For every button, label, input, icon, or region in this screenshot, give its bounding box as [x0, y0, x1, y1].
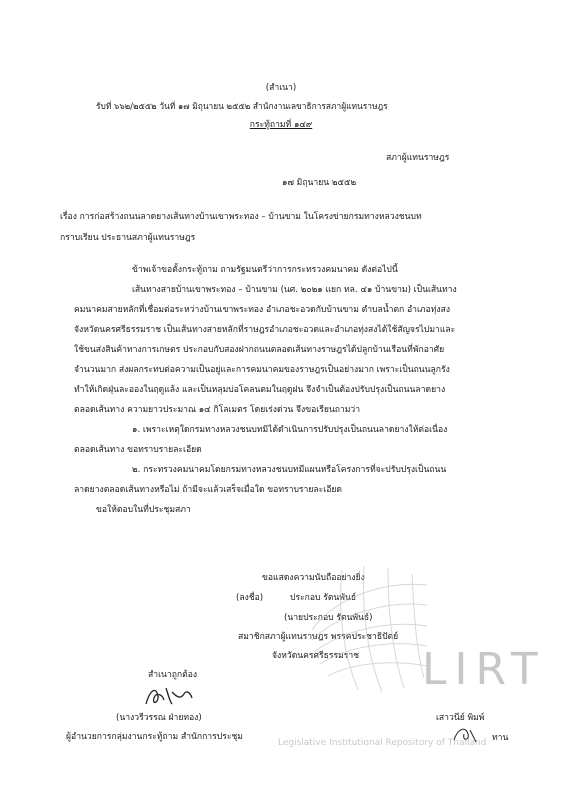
copy-mark: (สำเนา) [265, 83, 297, 93]
typist-name: เสาวนีย์ พิมพ์ [436, 713, 485, 723]
signed-name: ประกอบ รัตนพันธ์ [290, 593, 357, 603]
paragraph-line: ทำให้เกิดฝุ่นละอองในฤดูแล้ง และเป็นหลุมบ่อโคลนตมในฤดูฝน จึงจำเป็นต้องปรับปรุงเป็นถนนลาดยาง [74, 385, 446, 395]
watermark [272, 560, 562, 795]
question-line: ๑. เพราะเหตุใดกรมทางหลวงชนบทมิได้ดำเนินการปรับปรุงเป็นถนนลาดยางให้ต่อเนื่อง [132, 425, 448, 435]
intro-line: ข้าพเจ้าขอตั้งกระทู้ถาม ถามรัฐมนตรีว่าการกระทรวงคมนาคม ดังต่อไปนี้ [132, 265, 398, 275]
watermark-caption: Legislative Institutional Repository of Thailand [278, 738, 487, 748]
certified-label: สำเนาถูกต้อง [148, 670, 198, 680]
paragraph-line: จังหวัดนครศรีธรรมราช เป็นเส้นทางสายหลักที่ราษฎรอำเภอชะอวดและอำเภอทุ่งสงได้ใช้สัญจรไปมาและ [74, 325, 456, 335]
signer-province: จังหวัดนครศรีธรรมราช [272, 651, 360, 661]
watermark-logo: LIRT [422, 644, 546, 695]
question-line: ลาดยางตลอดเส้นทางหรือไม่ ถ้ามีจะแล้วเสร็จเมื่อใด ขอทราบรายละเอียด [74, 485, 342, 495]
document-date: ๑๗ มิถุนายน ๒๕๕๒ [282, 178, 357, 188]
closing-request: ขอให้ตอบในที่ประชุมสภา [96, 505, 191, 515]
certifier-name: (นางวรีวรรณ ฝ่ายทอง) [116, 713, 202, 723]
paragraph-line: ตลอดเส้นทาง ความยาวประมาณ ๑๔ กิโลเมตร โดยเร่งด่วน จึงขอเรียนถามว่า [74, 405, 361, 415]
regards-line: ขอแสดงความนับถืออย่างยิ่ง [262, 573, 365, 583]
subject-line: เรื่อง การก่อสร้างถนนลาดยางเส้นทางบ้านเขาพระทอง – บ้านขาม ในโครงข่ายกรมทางหลวงชนบท [60, 212, 422, 222]
signed-label: (ลงชื่อ) [236, 593, 264, 603]
question-line: ๒. กระทรวงคมนาคมโดยกรมทางหลวงชนบทมีแผนหรือโครงการที่จะปรับปรุงเป็นถนน [132, 465, 447, 475]
globe-logo-icon [302, 560, 432, 700]
addressee-line: กราบเรียน ประธานสภาผู้แทนราษฎร [60, 233, 196, 243]
certifier-position: ผู้อำนวยการกลุ่มงานกระทู้ถาม สำนักการประชุม [66, 732, 243, 742]
body-text [74, 260, 494, 520]
paragraph-line: เส้นทางสายบ้านเขาพระทอง – บ้านขาม (นศ. ๒๐๒๑ แยก ทล. ๔๑ บ้านขาม) เป็นเส้นทาง [132, 285, 457, 295]
typist-role: ทาน [492, 733, 509, 743]
typist-initials [446, 722, 486, 746]
paragraph-line: ใช้ขนส่งสินค้าทางการเกษตร ประกอบกับสองฝากถนนตลอดเส้นทางราษฎรได้ปลูกบ้านเรือนที่พักอาศัย [74, 345, 445, 355]
signer-position: สมาชิกสภาผู้แทนราษฎร พรรคประชาธิปัตย์ [238, 632, 399, 642]
paragraph-line: คมนาคมสายหลักที่เชื่อมต่อระหว่างบ้านเขาพระทอง อำเภอชะอวดกับบ้านขาม ตำบลน้ำตก อำเภอทุ่งสง [74, 305, 451, 315]
certifier-signature [140, 682, 200, 710]
received-line: รับที่ ๖๖๒/๒๕๕๒ วันที่ ๑๗ มิถุนายน ๒๕๕๒ สำนักงานเลขาธิการสภาผู้แทนราษฎร [96, 101, 388, 111]
origin: สภาผู้แทนราษฎร [386, 153, 450, 163]
paragraph-line: จำนวนมาก ส่งผลกระทบต่อความเป็นอยู่และการคมนาคมของราษฎรเป็นอย่างมาก เพราะเป็นถนนลูกรัง [74, 365, 450, 375]
signer-full-name: (นายประกอบ รัตนพันธ์) [284, 613, 373, 623]
question-line: ตลอดเส้นทาง ขอทราบรายละเอียด [74, 445, 202, 455]
question-number: กระทู้ถามที่ ๑๔๙ [249, 120, 313, 130]
